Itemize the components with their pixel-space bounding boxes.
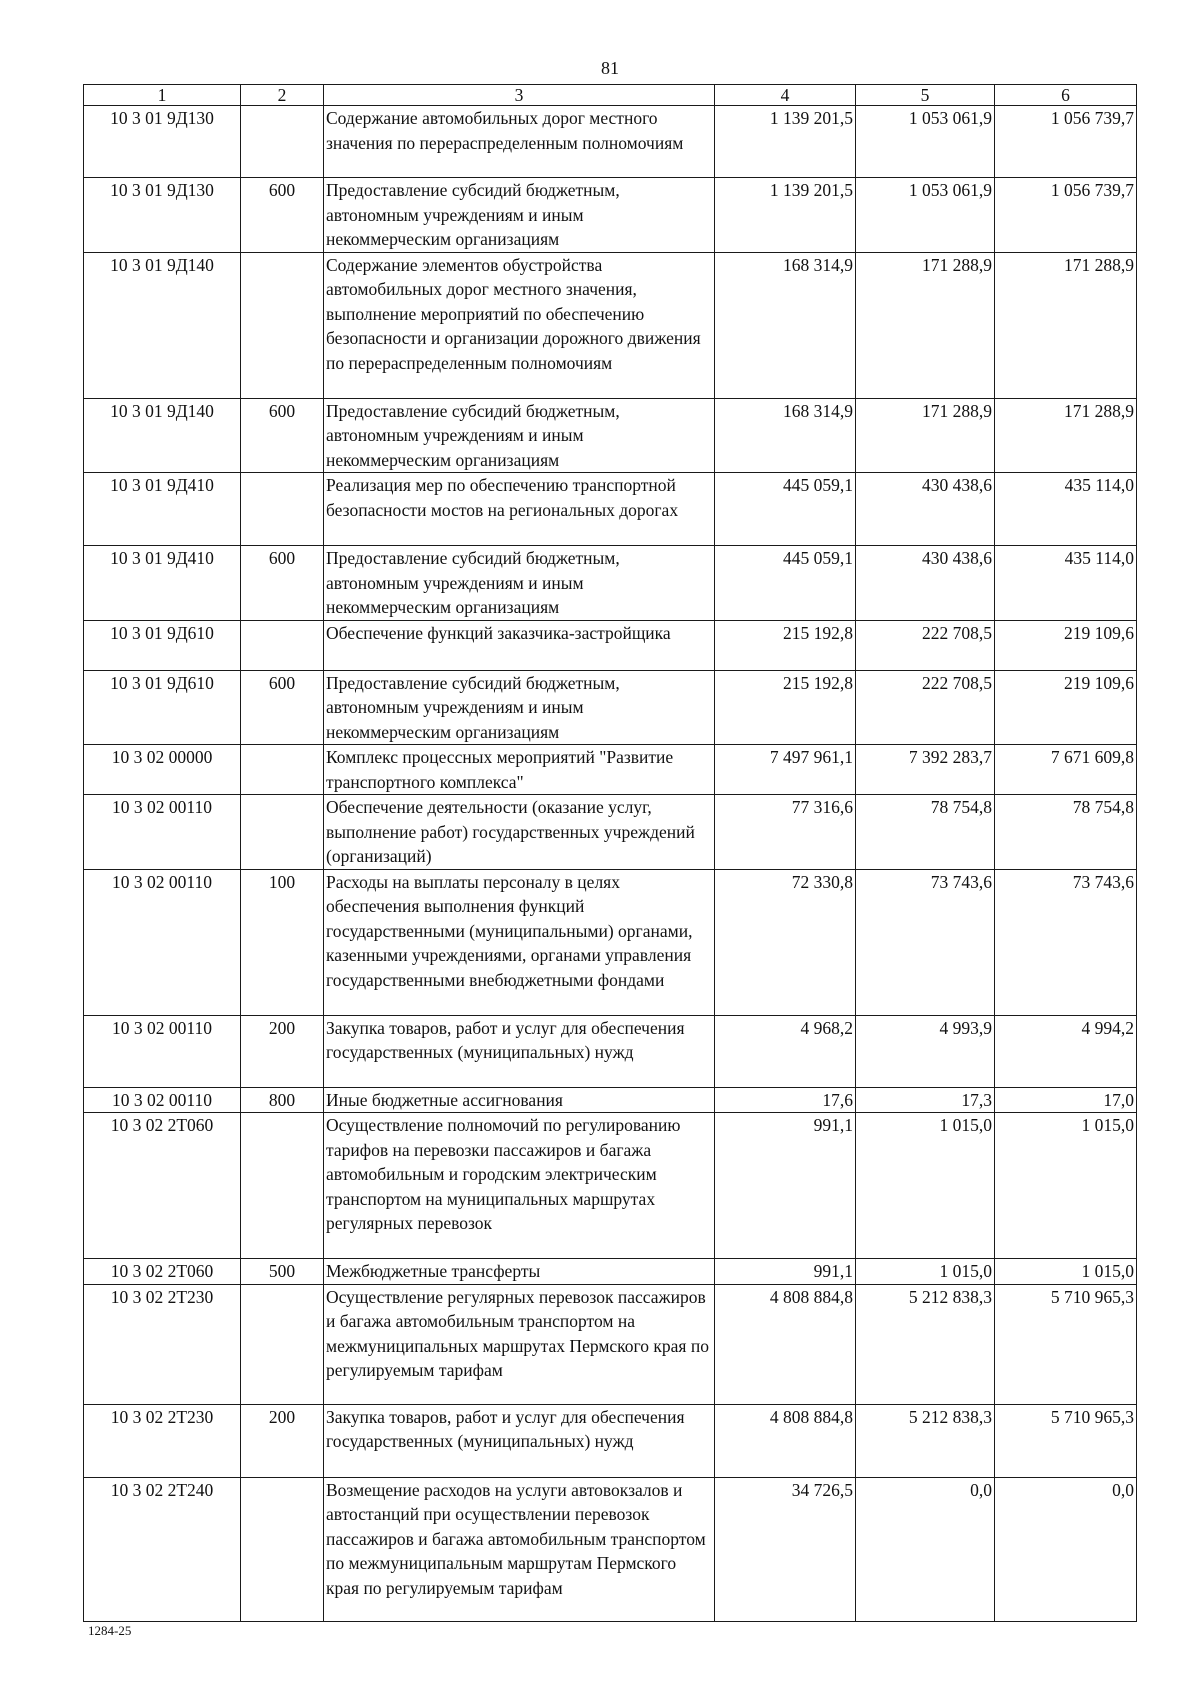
budget-code-cell: 10 3 02 2Т240 (84, 1477, 241, 1621)
expense-type-cell (241, 473, 324, 546)
budget-code-cell: 10 3 02 2Т060 (84, 1113, 241, 1259)
item-name-cell: Содержание элементов обустройства автомобильных дорог местного значения, выполнение мероприятий по обеспечению безопасности и организации дорожного движения по перераспределенным полномочиям (324, 252, 715, 398)
table-row (84, 1015, 1137, 1087)
amount-year2-cell: 222 708,5 (856, 670, 995, 745)
item-name-cell: Осуществление полномочий по регулированию тарифов на перевозки пассажиров и багажа автомобильным и городским электрическим транспортом на муниципальных маршрутах регулярных перевозок (324, 1113, 715, 1259)
amount-year1-cell: 4 808 884,8 (715, 1404, 856, 1477)
item-name-cell: Расходы на выплаты персоналу в целях обеспечения выполнения функций государственными (муниципальными) органами, казенными учреждениями, органами управления государственными внебюджетными фондами (324, 869, 715, 1015)
expense-type-cell: 600 (241, 670, 324, 745)
table-row (84, 106, 1137, 178)
budget-code-cell: 10 3 01 9Д130 (84, 178, 241, 253)
expense-type-cell: 100 (241, 869, 324, 1015)
expense-type-cell: 600 (241, 546, 324, 621)
amount-year1-cell: 4 968,2 (715, 1015, 856, 1087)
table-row (84, 398, 1137, 473)
budget-code-cell: 10 3 01 9Д140 (84, 252, 241, 398)
table-row (84, 869, 1137, 1015)
amount-year3-cell: 171 288,9 (995, 398, 1137, 473)
expense-type-cell: 200 (241, 1015, 324, 1087)
amount-year1-cell: 215 192,8 (715, 620, 856, 670)
document-number: 1284-25 (88, 1623, 132, 1638)
amount-year1-cell: 4 808 884,8 (715, 1284, 856, 1404)
budget-code-cell: 10 3 01 9Д410 (84, 473, 241, 546)
amount-year2-cell: 1 053 061,9 (856, 106, 995, 178)
table-row (84, 620, 1137, 670)
budget-code-cell: 10 3 01 9Д610 (84, 670, 241, 745)
amount-year1-cell: 445 059,1 (715, 473, 856, 546)
table-body (84, 106, 1137, 1622)
amount-year2-cell: 7 392 283,7 (856, 745, 995, 795)
item-name-cell: Возмещение расходов на услуги автовокзалов и автостанций при осуществлении перевозок пассажиров и багажа автомобильным транспортом по межмуниципальным маршрутам Пермского края по регулируемым тарифам (324, 1477, 715, 1621)
expense-type-cell (241, 1113, 324, 1259)
amount-year1-cell: 168 314,9 (715, 252, 856, 398)
column-number-row (84, 85, 1137, 106)
amount-year1-cell: 77 316,6 (715, 795, 856, 870)
table-row (84, 1087, 1137, 1113)
column-header: 3 (324, 85, 715, 106)
column-header: 4 (715, 85, 856, 106)
expense-type-cell (241, 795, 324, 870)
item-name-cell: Реализация мер по обеспечению транспортной безопасности мостов на региональных дорогах (324, 473, 715, 546)
amount-year1-cell: 215 192,8 (715, 670, 856, 745)
table-row (84, 670, 1137, 745)
item-name-cell: Обеспечение функций заказчика-застройщика (324, 620, 715, 670)
budget-code-cell: 10 3 01 9Д130 (84, 106, 241, 178)
item-name-cell: Закупка товаров, работ и услуг для обеспечения государственных (муниципальных) нужд (324, 1015, 715, 1087)
table-row (84, 795, 1137, 870)
amount-year3-cell: 435 114,0 (995, 473, 1137, 546)
column-header: 2 (241, 85, 324, 106)
amount-year2-cell: 5 212 838,3 (856, 1404, 995, 1477)
item-name-cell: Закупка товаров, работ и услуг для обеспечения государственных (муниципальных) нужд (324, 1404, 715, 1477)
item-name-cell: Комплекс процессных мероприятий "Развитие транспортного комплекса" (324, 745, 715, 795)
table-row (84, 178, 1137, 253)
amount-year2-cell: 4 993,9 (856, 1015, 995, 1087)
amount-year2-cell: 17,3 (856, 1087, 995, 1113)
amount-year2-cell: 1 053 061,9 (856, 178, 995, 253)
item-name-cell: Предоставление субсидий бюджетным, автономным учреждениям и иным некоммерческим организациям (324, 178, 715, 253)
expense-type-cell (241, 252, 324, 398)
amount-year3-cell: 7 671 609,8 (995, 745, 1137, 795)
budget-code-cell: 10 3 02 2Т060 (84, 1259, 241, 1285)
budget-code-cell: 10 3 02 00110 (84, 1015, 241, 1087)
expense-type-cell (241, 106, 324, 178)
amount-year2-cell: 171 288,9 (856, 252, 995, 398)
expense-type-cell (241, 745, 324, 795)
item-name-cell: Обеспечение деятельности (оказание услуг, выполнение работ) государственных учреждений (организаций) (324, 795, 715, 870)
budget-code-cell: 10 3 02 00110 (84, 1087, 241, 1113)
page-number: 81 (601, 58, 619, 78)
table-row (84, 1404, 1137, 1477)
amount-year3-cell: 5 710 965,3 (995, 1404, 1137, 1477)
amount-year3-cell: 4 994,2 (995, 1015, 1137, 1087)
expense-type-cell: 600 (241, 178, 324, 253)
item-name-cell: Осуществление регулярных перевозок пассажиров и багажа автомобильным транспортом на межмуниципальных маршрутах Пермского края по регулируемым тарифам (324, 1284, 715, 1404)
amount-year2-cell: 0,0 (856, 1477, 995, 1621)
table-row (84, 745, 1137, 795)
table-row (84, 1284, 1137, 1404)
amount-year3-cell: 1 056 739,7 (995, 178, 1137, 253)
item-name-cell: Межбюджетные трансферты (324, 1259, 715, 1285)
budget-code-cell: 10 3 02 00110 (84, 795, 241, 870)
amount-year2-cell: 1 015,0 (856, 1113, 995, 1259)
amount-year3-cell: 5 710 965,3 (995, 1284, 1137, 1404)
expense-type-cell (241, 1284, 324, 1404)
amount-year2-cell: 78 754,8 (856, 795, 995, 870)
budget-table (83, 84, 1137, 1622)
amount-year2-cell: 222 708,5 (856, 620, 995, 670)
amount-year1-cell: 72 330,8 (715, 869, 856, 1015)
expense-type-cell (241, 620, 324, 670)
column-header: 5 (856, 85, 995, 106)
column-header: 6 (995, 85, 1137, 106)
amount-year3-cell: 171 288,9 (995, 252, 1137, 398)
budget-code-cell: 10 3 01 9Д140 (84, 398, 241, 473)
budget-code-cell: 10 3 02 2Т230 (84, 1404, 241, 1477)
table-row (84, 1477, 1137, 1621)
expense-type-cell: 600 (241, 398, 324, 473)
amount-year3-cell: 78 754,8 (995, 795, 1137, 870)
item-name-cell: Иные бюджетные ассигнования (324, 1087, 715, 1113)
amount-year1-cell: 34 726,5 (715, 1477, 856, 1621)
amount-year3-cell: 1 056 739,7 (995, 106, 1137, 178)
budget-code-cell: 10 3 02 2Т230 (84, 1284, 241, 1404)
item-name-cell: Предоставление субсидий бюджетным, автономным учреждениям и иным некоммерческим организациям (324, 546, 715, 621)
item-name-cell: Предоставление субсидий бюджетным, автономным учреждениям и иным некоммерческим организациям (324, 398, 715, 473)
column-header: 1 (84, 85, 241, 106)
amount-year1-cell: 1 139 201,5 (715, 106, 856, 178)
expense-type-cell: 200 (241, 1404, 324, 1477)
amount-year3-cell: 0,0 (995, 1477, 1137, 1621)
expense-type-cell: 500 (241, 1259, 324, 1285)
item-name-cell: Содержание автомобильных дорог местного значения по перераспределенным полномочиям (324, 106, 715, 178)
amount-year1-cell: 445 059,1 (715, 546, 856, 621)
amount-year1-cell: 991,1 (715, 1113, 856, 1259)
amount-year3-cell: 1 015,0 (995, 1259, 1137, 1285)
table-row (84, 1113, 1137, 1259)
amount-year1-cell: 991,1 (715, 1259, 856, 1285)
amount-year3-cell: 1 015,0 (995, 1113, 1137, 1259)
budget-code-cell: 10 3 01 9Д410 (84, 546, 241, 621)
table-row (84, 252, 1137, 398)
amount-year3-cell: 219 109,6 (995, 670, 1137, 745)
amount-year1-cell: 1 139 201,5 (715, 178, 856, 253)
amount-year1-cell: 17,6 (715, 1087, 856, 1113)
budget-code-cell: 10 3 02 00000 (84, 745, 241, 795)
budget-code-cell: 10 3 01 9Д610 (84, 620, 241, 670)
table-row (84, 1259, 1137, 1285)
amount-year2-cell: 5 212 838,3 (856, 1284, 995, 1404)
budget-code-cell: 10 3 02 00110 (84, 869, 241, 1015)
amount-year1-cell: 7 497 961,1 (715, 745, 856, 795)
expense-type-cell (241, 1477, 324, 1621)
item-name-cell: Предоставление субсидий бюджетным, автономным учреждениям и иным некоммерческим организациям (324, 670, 715, 745)
expense-type-cell: 800 (241, 1087, 324, 1113)
table-row (84, 473, 1137, 546)
table-row (84, 546, 1137, 621)
amount-year1-cell: 168 314,9 (715, 398, 856, 473)
amount-year3-cell: 73 743,6 (995, 869, 1137, 1015)
amount-year3-cell: 435 114,0 (995, 546, 1137, 621)
amount-year3-cell: 219 109,6 (995, 620, 1137, 670)
amount-year2-cell: 171 288,9 (856, 398, 995, 473)
amount-year2-cell: 430 438,6 (856, 546, 995, 621)
amount-year2-cell: 1 015,0 (856, 1259, 995, 1285)
amount-year2-cell: 430 438,6 (856, 473, 995, 546)
amount-year3-cell: 17,0 (995, 1087, 1137, 1113)
amount-year2-cell: 73 743,6 (856, 869, 995, 1015)
